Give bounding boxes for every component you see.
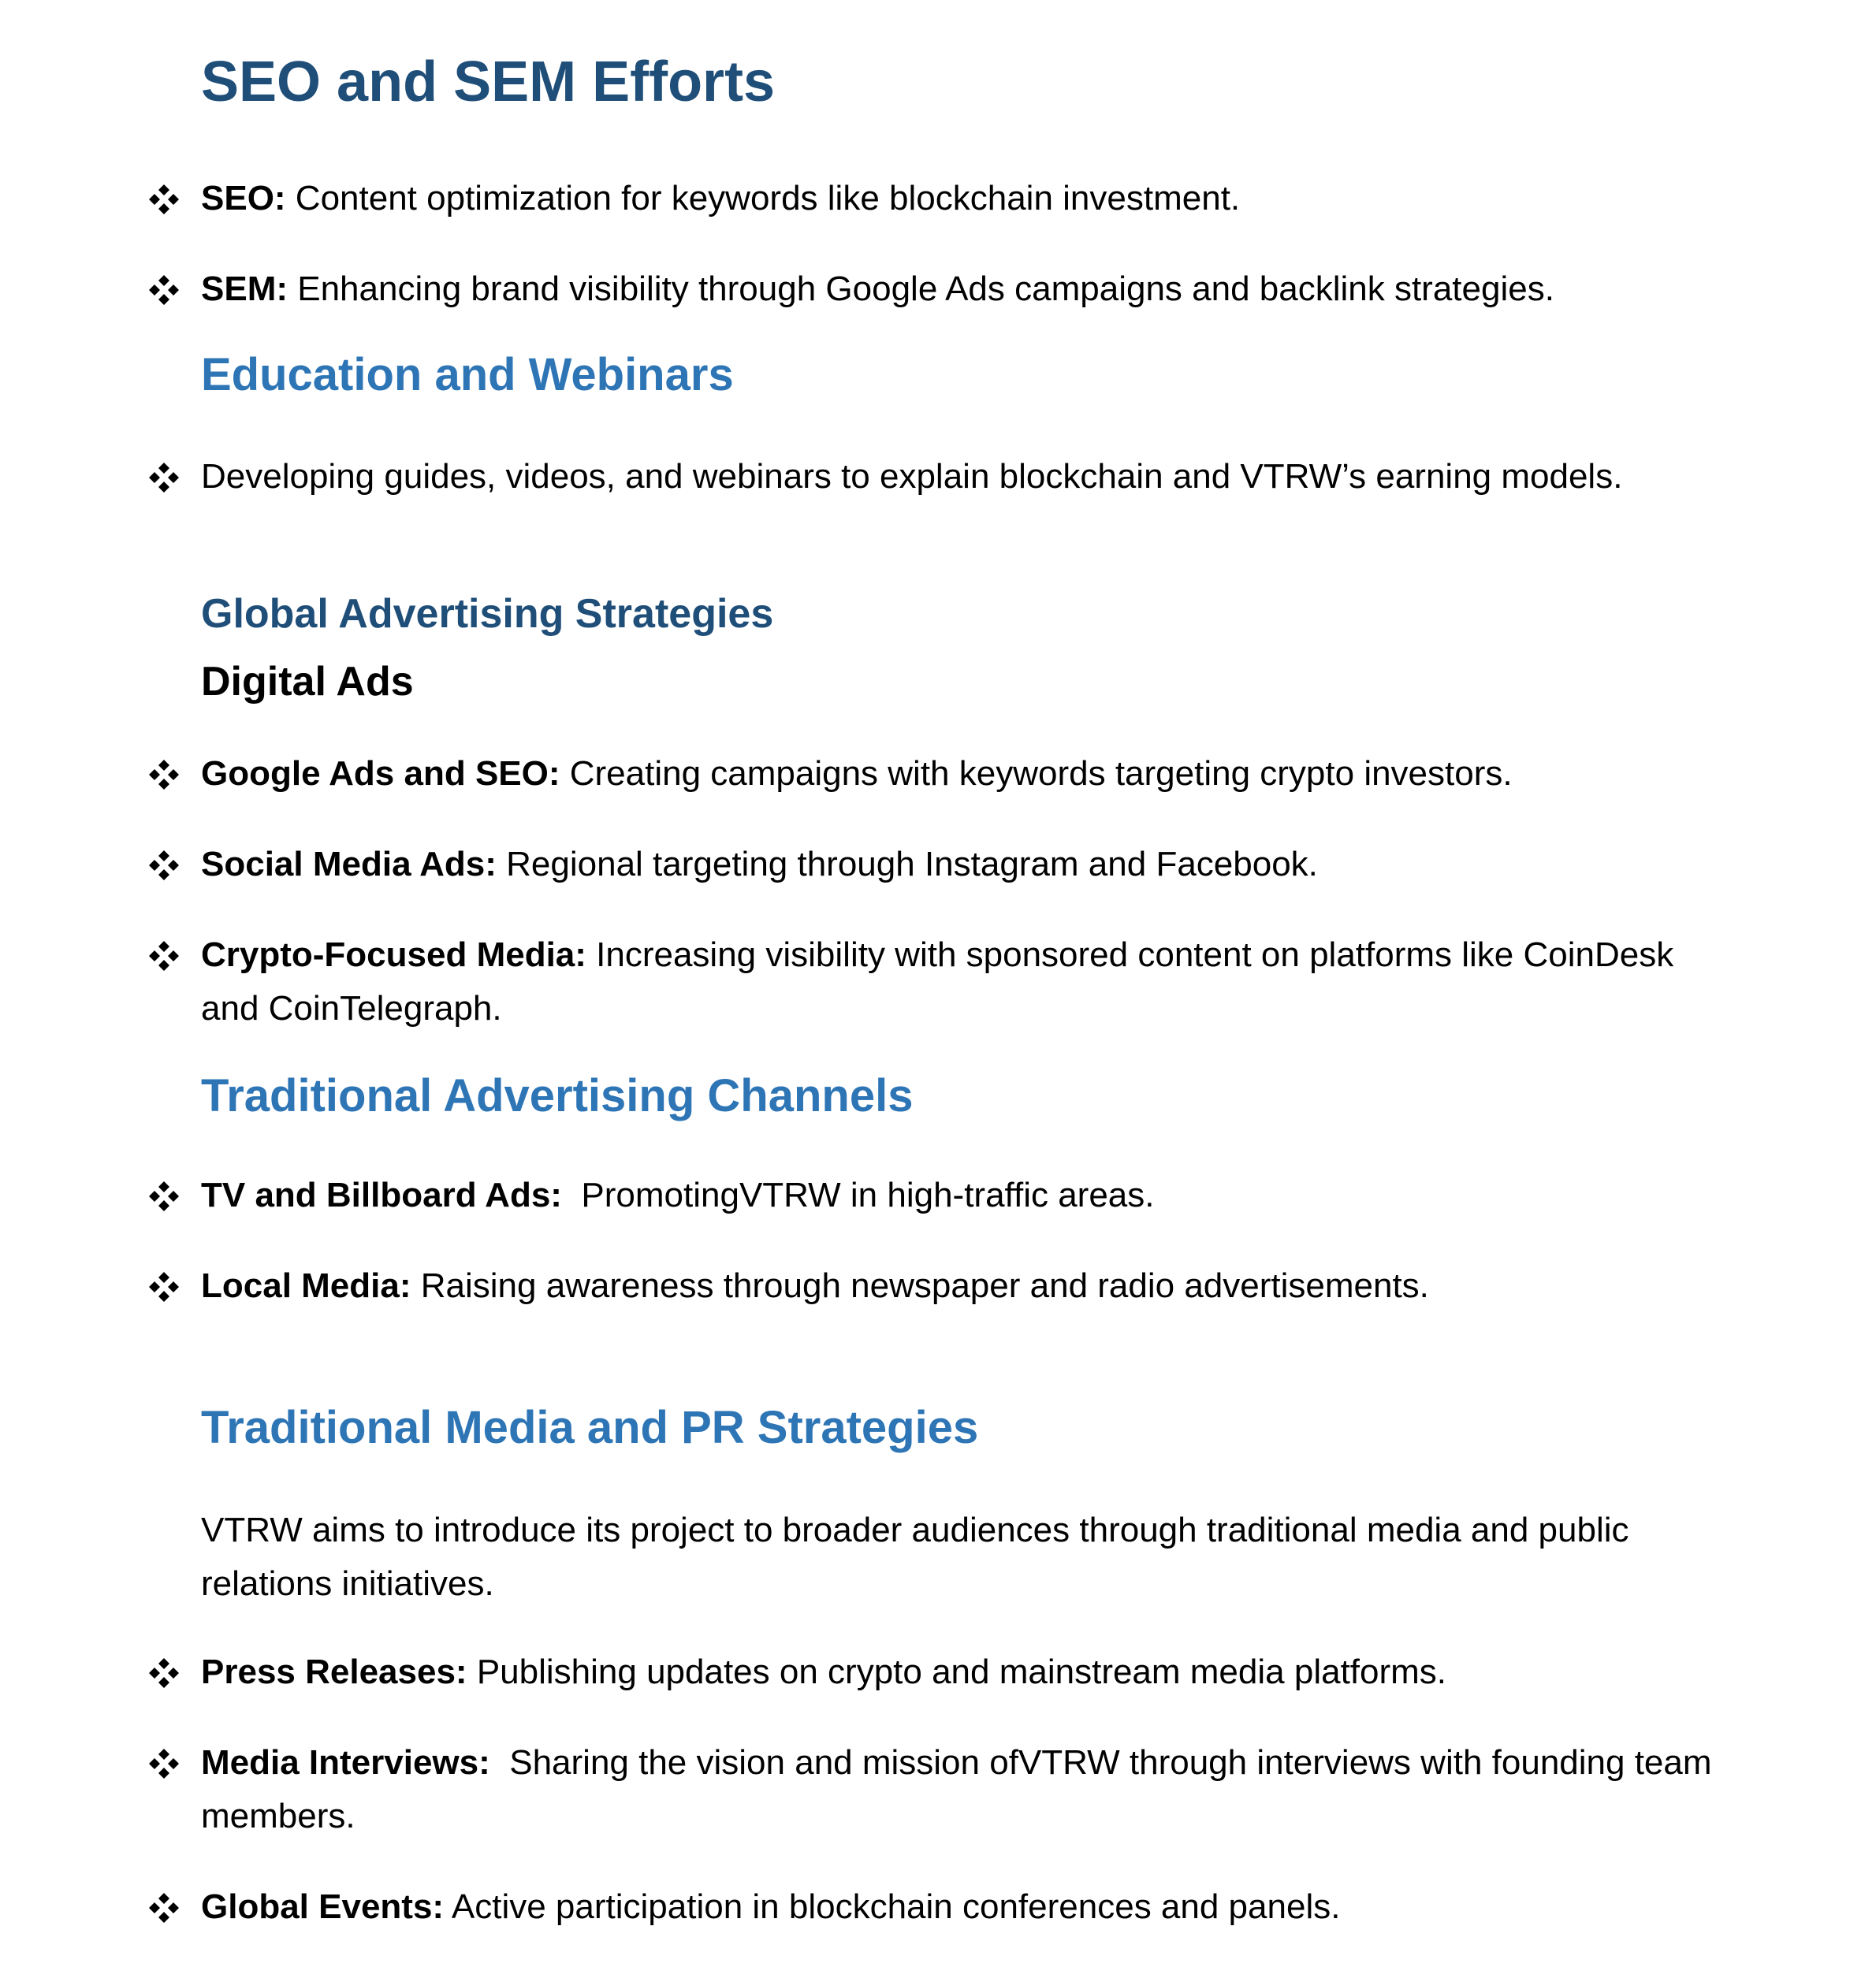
pr-intro-line-2: relations initiatives. xyxy=(201,1564,494,1603)
google-ads-item xyxy=(201,754,1513,793)
google-ads-item-label: Google Ads and SEO: xyxy=(201,754,560,793)
education-item-text: Developing guides, videos, and webinars to explain blockchain and VTRW’s earning models. xyxy=(201,457,1623,496)
crypto-media-item xyxy=(201,935,1674,974)
sem-item xyxy=(201,272,1554,307)
local-media-item-label: Local Media: xyxy=(201,1266,411,1305)
four-diamond-bullet-icon xyxy=(148,184,180,215)
media-interviews-item-text: Sharing the vision and mission ofVTRW through interviews with founding team xyxy=(489,1743,1712,1782)
seo-item xyxy=(201,181,1240,216)
section-title-global-advertising: Global Advertising Strategies xyxy=(201,591,774,637)
seo-item-text: Content optimization for keywords like blockchain investment. xyxy=(285,179,1241,218)
section-title-seo-sem: SEO and SEM Efforts xyxy=(201,50,776,113)
four-diamond-bullet-icon xyxy=(148,1657,180,1689)
global-events-item xyxy=(201,1887,1341,1926)
tv-billboard-item xyxy=(201,1178,1155,1213)
four-diamond-bullet-icon xyxy=(148,759,180,790)
press-releases-item-label: Press Releases: xyxy=(201,1653,467,1691)
four-diamond-bullet-icon xyxy=(148,1892,180,1924)
press-releases-item-text: Publishing updates on crypto and mainstream media platforms. xyxy=(467,1653,1447,1691)
seo-item-label: SEO: xyxy=(201,179,286,218)
four-diamond-bullet-icon xyxy=(148,940,180,972)
tv-billboard-item-text: PromotingVTRW in high-traffic areas. xyxy=(561,1176,1155,1214)
four-diamond-bullet-icon xyxy=(148,850,180,881)
four-diamond-bullet-icon xyxy=(148,274,180,306)
local-media-item xyxy=(201,1266,1429,1305)
local-media-item-text: Raising awareness through newspaper and radio advertisements. xyxy=(411,1266,1429,1305)
four-diamond-bullet-icon xyxy=(148,462,180,493)
google-ads-item-text: Creating campaigns with keywords targeting crypto investors. xyxy=(560,754,1513,793)
subsection-title-digital-ads: Digital Ads xyxy=(201,659,414,705)
press-releases-item xyxy=(201,1655,1446,1690)
education-item xyxy=(201,459,1622,494)
section-title-traditional-pr: Traditional Media and PR Strategies xyxy=(201,1402,979,1453)
social-media-ads-item xyxy=(201,847,1318,882)
global-events-item-label: Global Events: xyxy=(201,1887,445,1926)
section-title-education: Education and Webinars xyxy=(201,349,734,400)
four-diamond-bullet-icon xyxy=(148,1181,180,1212)
crypto-media-item-text: Increasing visibility with sponsored content on platforms like CoinDesk xyxy=(586,935,1674,974)
media-interviews-item-continued: members. xyxy=(201,1797,355,1835)
four-diamond-bullet-icon xyxy=(148,1271,180,1303)
section-title-traditional-channels: Traditional Advertising Channels xyxy=(201,1070,914,1121)
media-interviews-item-label: Media Interviews: xyxy=(201,1743,490,1782)
global-events-item-text: Active participation in blockchain conferences and panels. xyxy=(444,1887,1341,1926)
sem-item-label: SEM: xyxy=(201,270,288,308)
four-diamond-bullet-icon xyxy=(148,1748,180,1779)
social-media-ads-item-text: Regional targeting through Instagram and Facebook. xyxy=(496,845,1318,883)
sem-item-text: Enhancing brand visibility through Google Ads campaigns and backlink strategies. xyxy=(288,270,1554,308)
pr-intro-line-1: VTRW aims to introduce its project to broader audiences through traditional media and public xyxy=(201,1511,1629,1549)
crypto-media-item-label: Crypto-Focused Media: xyxy=(201,935,586,974)
media-interviews-item xyxy=(201,1743,1712,1782)
crypto-media-item-continued: and CoinTelegraph. xyxy=(201,989,502,1028)
tv-billboard-item-label: TV and Billboard Ads: xyxy=(201,1176,562,1214)
social-media-ads-item-label: Social Media Ads: xyxy=(201,845,497,883)
